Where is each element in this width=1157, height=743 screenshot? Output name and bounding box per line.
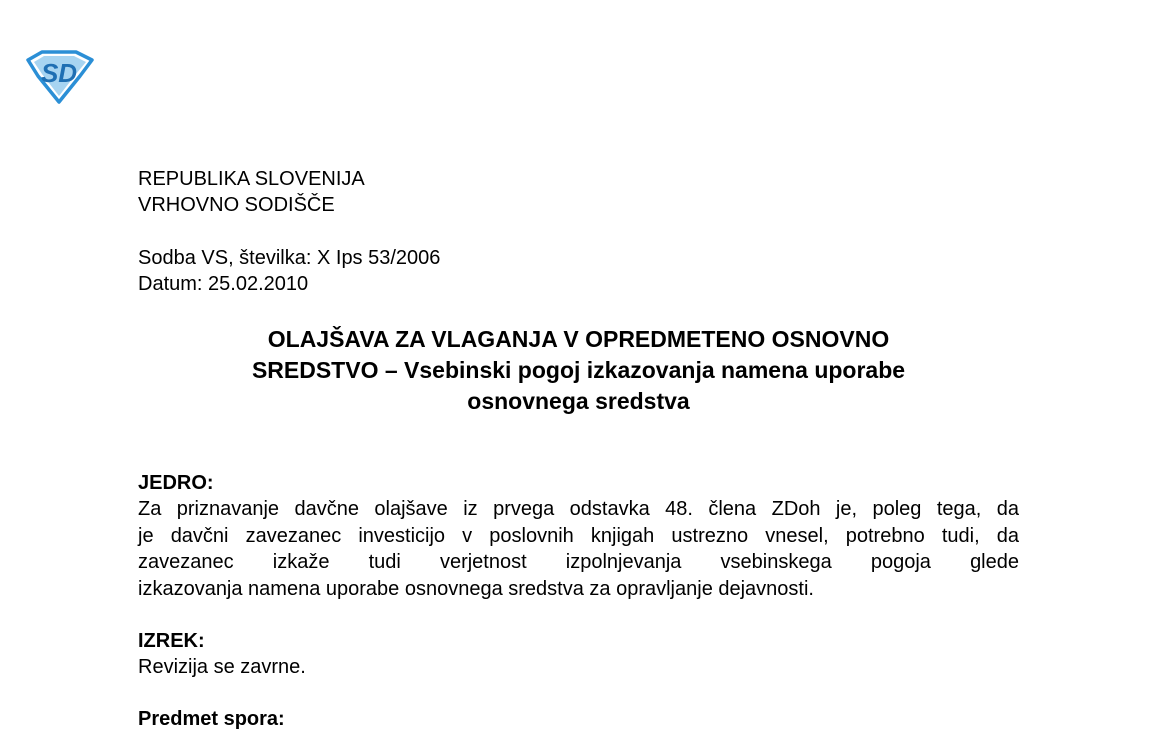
- jedro-line: je davčni zavezanec investicijo v poslovnih knjigah ustrezno vnesel, potrebno tudi, da: [138, 524, 1019, 547]
- country-name: REPUBLIKA SLOVENIJA: [138, 168, 365, 190]
- izrek-heading: IZREK:: [138, 630, 205, 652]
- izrek-text: Revizija se zavrne.: [138, 656, 306, 678]
- document-body: [138, 166, 1019, 732]
- title-line-1: OLAJŠAVA ZA VLAGANJA V OPREDMETENO OSNOVNO: [267, 326, 890, 352]
- court-name: VRHOVNO SODIŠČE: [138, 194, 335, 216]
- predmet-section: [138, 706, 1019, 732]
- case-date: Datum: 25.02.2010: [138, 273, 309, 295]
- jedro-section: [138, 470, 1019, 602]
- svg-text:SD: SD: [40, 58, 78, 88]
- document-title: [138, 324, 1019, 417]
- court-logo-icon: [22, 50, 96, 104]
- title-line-3: osnovnega sredstva: [467, 388, 690, 414]
- case-number: Sodba VS, številka: X Ips 53/2006: [138, 247, 441, 269]
- predmet-heading: Predmet spora:: [138, 708, 285, 730]
- jedro-line: zavezanec izkaže tudi verjetnost izpolnjevanja vsebinskega pogoja glede: [138, 551, 1019, 573]
- jedro-line: izkazovanja namena uporabe osnovnega sredstva za opravljanje dejavnosti.: [138, 577, 814, 600]
- jedro-heading: JEDRO:: [138, 472, 214, 494]
- title-line-2: SREDSTVO – Vsebinski pogoj izkazovanja namena uporabe: [251, 357, 906, 383]
- court-header: [138, 166, 1019, 218]
- jedro-line: Za priznavanje davčne olajšave iz prvega odstavka 48. člena ZDoh je, poleg tega, da: [138, 498, 1019, 520]
- case-info: [138, 245, 1019, 297]
- izrek-section: [138, 628, 1019, 680]
- jedro-paragraph: [138, 496, 1019, 602]
